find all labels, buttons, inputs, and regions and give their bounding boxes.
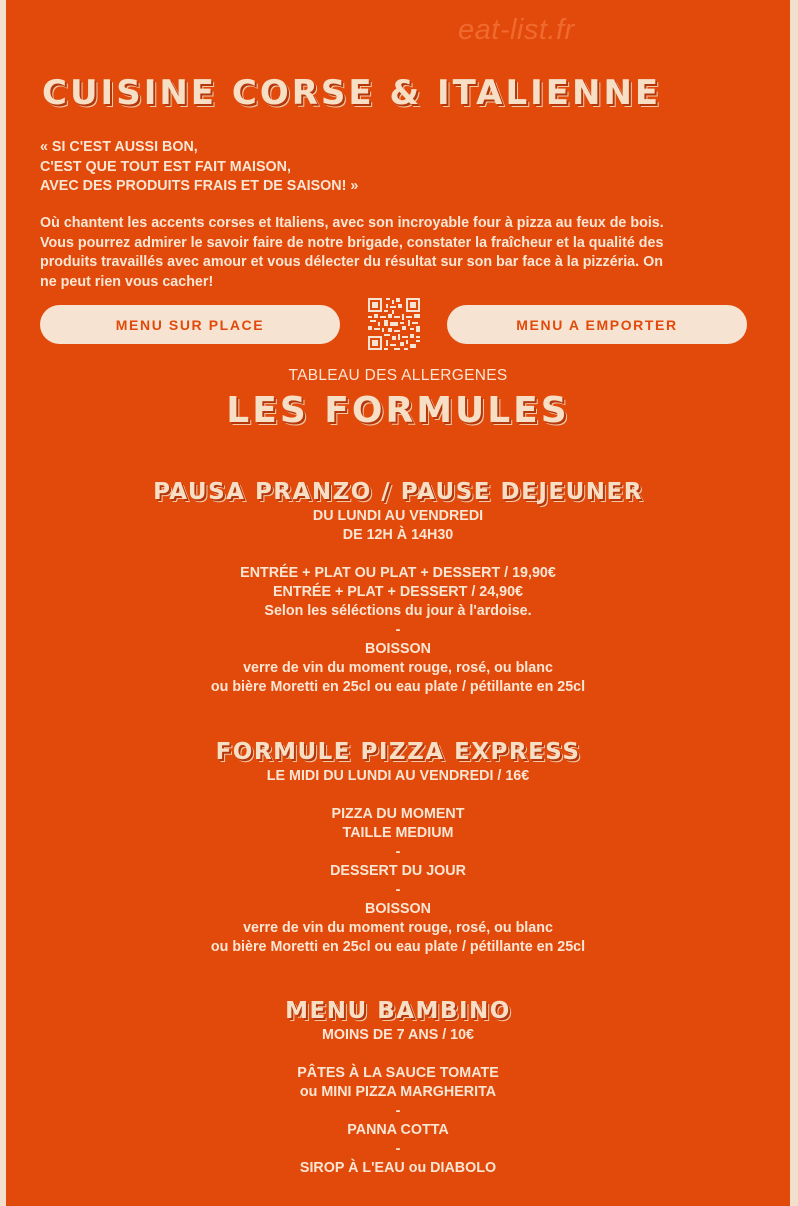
section-line: verre de vin du moment rouge, rosé, ou blanc (243, 920, 553, 936)
section-title: FORMULE PIZZA EXPRESS (215, 739, 581, 765)
formules-heading: LES FORMULES (226, 390, 570, 431)
menu-emporter-button[interactable]: MENU A EMPORTER (447, 305, 747, 344)
section-line: MOINS DE 7 ANS / 10€ (321, 1027, 475, 1043)
section-line: BOISSON (365, 641, 431, 657)
section-line: ou bière Moretti en 25cl ou eau plate / pétillante en 25cl (210, 679, 586, 695)
formule-section (6, 996, 790, 1178)
watermark: eat-list.fr (458, 14, 575, 46)
section-line: ENTRÉE + PLAT OU PLAT + DESSERT / 19,90€ (240, 565, 556, 581)
qr-code-icon[interactable] (368, 298, 420, 350)
intro-line: Vous pourrez admirer le savoir faire de notre brigade, constater la fraîcheur et la qualité des (40, 234, 664, 251)
section-line: DESSERT DU JOUR (330, 863, 466, 879)
quote-line: AVEC DES PRODUITS FRAIS ET DE SAISON! » (40, 178, 359, 194)
quote-line: C'EST QUE TOUT EST FAIT MAISON, (40, 158, 291, 175)
menu-sur-place-button[interactable]: MENU SUR PLACE (40, 305, 340, 344)
intro-line: Où chantent les accents corses et Italiens, avec son incroyable four à pizza au feux de bois. (40, 215, 664, 231)
section-title: MENU BAMBINO (285, 998, 511, 1024)
section-line: - (395, 1103, 401, 1119)
section-line: - (395, 622, 401, 638)
section-line (6, 1045, 790, 1064)
section-line: DU LUNDI AU VENDREDI (312, 508, 484, 524)
section-line: ENTRÉE + PLAT + DESSERT / 24,90€ (272, 584, 523, 600)
section-line (6, 786, 790, 805)
allergens-link[interactable]: TABLEAU DES ALLERGENES (288, 367, 508, 384)
quote-block (40, 138, 746, 197)
section-line: PANNA COTTA (347, 1122, 449, 1138)
intro-line: produits travaillés avec amour et vous délecter du résultat sur son bar face à la pizzéria. On (40, 254, 663, 270)
intro-line: ne peut rien vous cacher! (40, 273, 214, 290)
section-line: PIZZA DU MOMENT (331, 806, 465, 822)
section-line: - (395, 844, 401, 860)
section-title: PAUSA PRANZO / PAUSE DEJEUNER (153, 479, 643, 505)
intro-paragraph (40, 214, 746, 292)
formule-section (6, 477, 790, 697)
quote-line: « SI C'EST AUSSI BON, (40, 139, 198, 155)
menu-page (6, 0, 790, 1206)
section-line: - (395, 1141, 401, 1157)
section-line: BOISSON (365, 901, 431, 917)
section-line: PÂTES À LA SAUCE TOMATE (297, 1065, 499, 1081)
section-line: verre de vin du moment rouge, rosé, ou blanc (243, 660, 553, 676)
section-line: SIROP À L'EAU ou DIABOLO (299, 1160, 497, 1176)
section-line: Selon les séléctions du jour à l'ardoise. (264, 603, 532, 619)
page-title: CUISINE CORSE & ITALIENNE (42, 73, 662, 113)
formule-section (6, 737, 790, 957)
section-line: DE 12H À 14H30 (342, 527, 454, 543)
section-line: ou bière Moretti en 25cl ou eau plate / pétillante en 25cl (210, 939, 586, 955)
section-line: ou MINI PIZZA MARGHERITA (299, 1084, 497, 1100)
section-line: LE MIDI DU LUNDI AU VENDREDI / 16€ (266, 768, 530, 784)
section-line: - (395, 882, 401, 898)
section-line: TAILLE MEDIUM (342, 825, 454, 841)
section-line (6, 545, 790, 564)
